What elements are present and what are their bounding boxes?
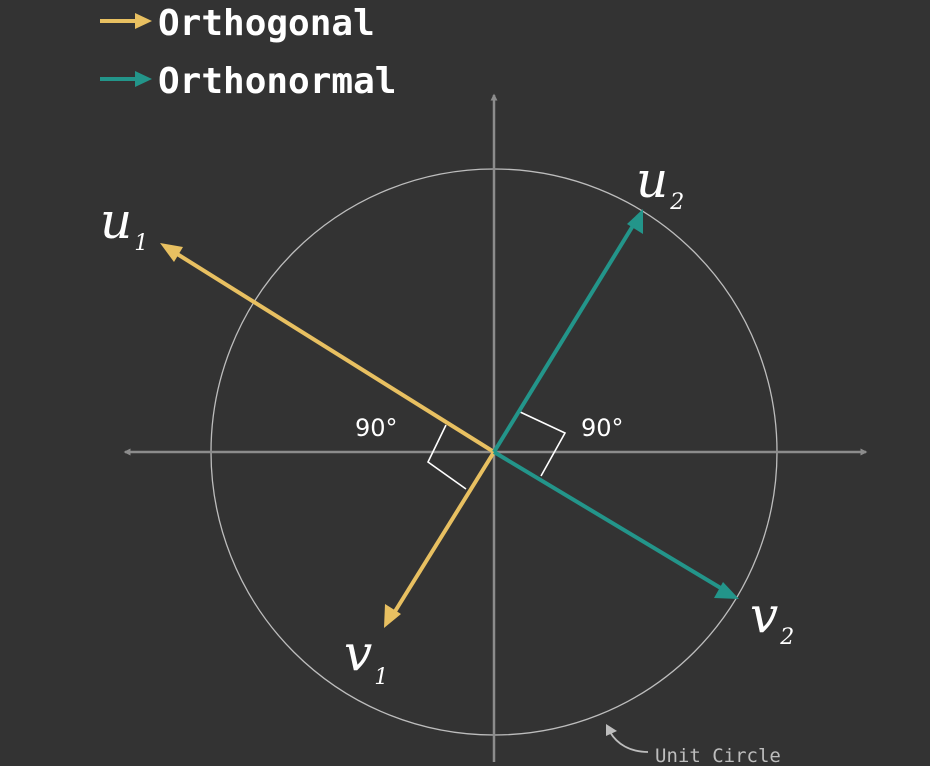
vector-u1: [160, 243, 494, 452]
label-v2: [750, 586, 794, 650]
angle-label-right: 90°: [581, 414, 624, 442]
label-u2-letter: u: [636, 151, 669, 209]
label-v2-letter: v: [750, 586, 779, 644]
vector-u1-shaft: [174, 252, 494, 452]
right-angle-marker-right: [518, 411, 565, 476]
angle-label-left: 90°: [355, 414, 398, 442]
unit-circle-label: Unit Circle: [655, 745, 781, 766]
label-v1-subscript: 1: [374, 665, 389, 690]
legend-item-orthonormal: [100, 61, 396, 102]
legend-label-orthonormal: Orthonormal: [158, 61, 397, 102]
legend: [100, 3, 396, 102]
vector-v1-shaft: [394, 452, 494, 613]
axes: [125, 95, 866, 762]
vector-v1: [384, 452, 494, 628]
label-u1-subscript: 1: [134, 231, 149, 256]
label-u1-letter: u: [100, 192, 133, 250]
label-u1: [100, 192, 148, 256]
right-angle-marker-left: [428, 425, 466, 489]
vector-v2: [494, 452, 739, 599]
annotation-arrow-icon: [610, 732, 648, 752]
label-u2-subscript: 2: [670, 190, 685, 215]
vector-v2-shaft: [494, 452, 724, 590]
unit-circle-annotation: [606, 724, 781, 766]
label-u2: [636, 151, 684, 215]
legend-orthogonal-arrow-head: [135, 13, 152, 29]
vector-u1-head: [160, 243, 183, 262]
label-v2-subscript: 2: [780, 625, 795, 650]
legend-item-orthogonal: [100, 3, 375, 44]
legend-label-orthogonal: Orthogonal: [158, 3, 375, 44]
legend-orthonormal-arrow-head: [135, 71, 152, 87]
label-v1: [344, 624, 388, 690]
label-v1-letter: v: [344, 624, 373, 682]
